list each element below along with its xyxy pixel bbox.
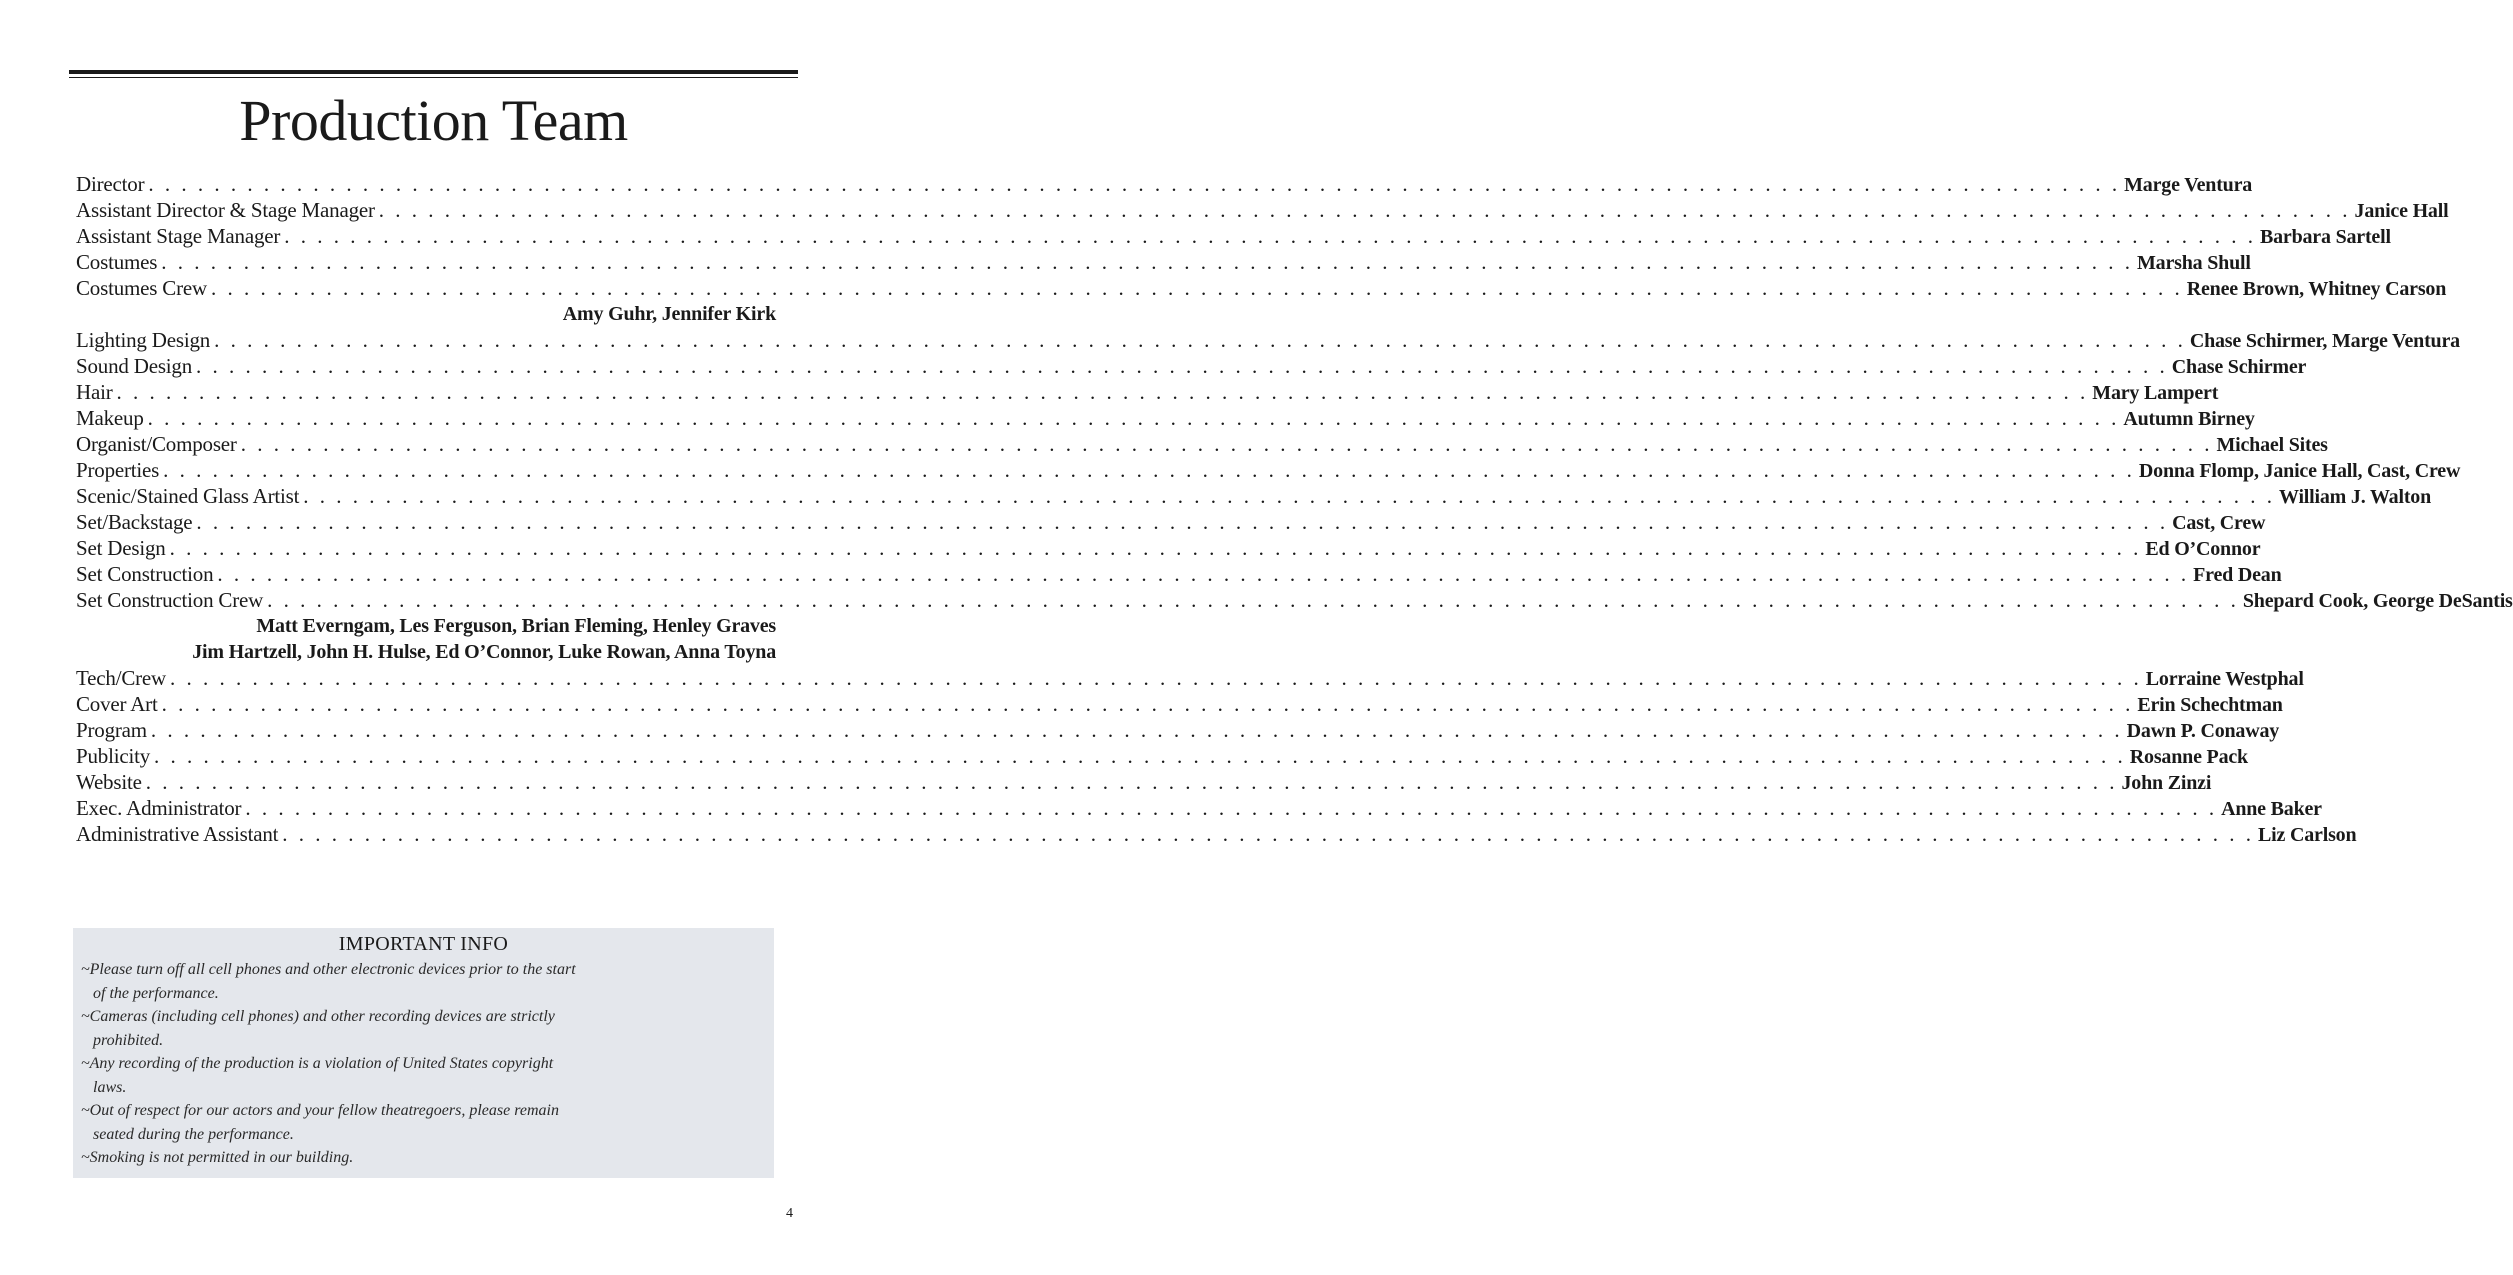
dot-leader: . . . . . . . . . . . . . . . . . . . . . . . . . . . . . . . . . . . . . . . . . . . . . . . . . . . . . . . . . . . . . . . . . . . . . . . . . . . . . . . . . . . . . . . . . . . . . . . . . . . . . . . . . . . . . . . . . . . . . . . . bbox=[150, 718, 2123, 742]
credit-name: Barbara Sartell bbox=[2259, 226, 2391, 248]
credit-row bbox=[76, 379, 2219, 405]
credit-row bbox=[76, 561, 2282, 587]
credit-row bbox=[76, 457, 2461, 483]
credit-role: Director bbox=[76, 172, 145, 196]
info-item bbox=[81, 1099, 741, 1146]
info-item-line-continued: prohibited. bbox=[93, 1031, 164, 1049]
info-item-line: ~Smoking is not permitted in our building. bbox=[81, 1149, 354, 1166]
credit-role: Costumes bbox=[76, 250, 158, 274]
dot-leader: . . . . . . . . . . . . . . . . . . . . . . . . . . . . . . . . . . . . . . . . . . . . . . . . . . . . . . . . . . . . . . . . . . . . . . . . . . . . . . . . . . . . . . . . . . . . . . . . . . . . . . . . . . . . . . . . . . . . . . . . bbox=[245, 796, 2218, 820]
info-item-line-continued: of the performance. bbox=[93, 984, 219, 1002]
credit-name: Jim Hartzell, John H. Hulse, Ed O’Connor, Luke Rowan, Anna Toyna bbox=[192, 641, 776, 663]
dot-leader: . . . . . . . . . . . . . . . . . . . . . . . . . . . . . . . . . . . . . . . . . . . . . . . . . . . . . . . . . . . . . . . . . . . . . . . . . . . . . . . . . . . . . . . . . . . . . . . . . . . . . . . . . . . . . . . . . . . . . . . . bbox=[378, 198, 2351, 222]
credit-name: John Zinzi bbox=[2121, 772, 2212, 794]
credit-name: William J. Walton bbox=[2279, 486, 2432, 508]
credit-name: Marge Ventura bbox=[2124, 174, 2253, 196]
dot-leader: . . . . . . . . . . . . . . . . . . . . . . . . . . . . . . . . . . . . . . . . . . . . . . . . . . . . . . . . . . . . . . . . . . . . . . . . . . . . . . . . . . . . . . . . . . . . . . . . . . . . . . . . . . . . . . . . . . . . . . . . bbox=[267, 588, 2239, 612]
credit-name: Donna Flomp, Janice Hall, Cast, Crew bbox=[2138, 460, 2461, 482]
credit-row bbox=[76, 353, 2307, 379]
credit-role: Scenic/Stained Glass Artist bbox=[76, 484, 300, 508]
info-item-line: ~Out of respect for our actors and your fellow theatregoers, please remain bbox=[81, 1102, 559, 1119]
credit-row bbox=[76, 691, 2283, 717]
credit-role: Assistant Director & Stage Manager bbox=[76, 198, 375, 222]
credit-row bbox=[76, 249, 2251, 275]
info-item-line: ~Cameras (including cell phones) and other recording devices are strictly bbox=[81, 1008, 555, 1025]
dot-leader: . . . . . . . . . . . . . . . . . . . . . . . . . . . . . . . . . . . . . . . . . . . . . . . . . . . . . . . . . . . . . . . . . . . . . . . . . . . . . . . . . . . . . . . . . . . . . . . . . . . . . . . . . . . . . . . . . . . . . . . . bbox=[154, 744, 2126, 768]
dot-leader: . . . . . . . . . . . . . . . . . . . . . . . . . . . . . . . . . . . . . . . . . . . . . . . . . . . . . . . . . . . . . . . . . . . . . . . . . . . . . . . . . . . . . . . . . . . . . . . . . . . . . . . . . . . . . . . . . . . . . . . . bbox=[161, 692, 2134, 716]
credit-name: Marsha Shull bbox=[2137, 252, 2251, 274]
credit-row bbox=[76, 769, 2212, 795]
credits-list bbox=[76, 171, 2513, 847]
credit-name: Autumn Birney bbox=[2123, 408, 2255, 430]
dot-leader: . . . . . . . . . . . . . . . . . . . . . . . . . . . . . . . . . . . . . . . . . . . . . . . . . . . . . . . . . . . . . . . . . . . . . . . . . . . . . . . . . . . . . . . . . . . . . . . . . . . . . . . . . . . . . . . . . . . . . . . . bbox=[163, 458, 2135, 482]
credit-role: Organist/Composer bbox=[76, 432, 237, 456]
credit-name: Lorraine Westphal bbox=[2145, 668, 2304, 690]
dot-leader: . . . . . . . . . . . . . . . . . . . . . . . . . . . . . . . . . . . . . . . . . . . . . . . . . . . . . . . . . . . . . . . . . . . . . . . . . . . . . . . . . . . . . . . . . . . . . . . . . . . . . . . . . . . . . . . . . . . . . . . . bbox=[214, 328, 2186, 352]
credit-row bbox=[76, 509, 2266, 535]
dot-leader: . . . . . . . . . . . . . . . . . . . . . . . . . . . . . . . . . . . . . . . . . . . . . . . . . . . . . . . . . . . . . . . . . . . . . . . . . . . . . . . . . . . . . . . . . . . . . . . . . . . . . . . . . . . . . . . . . . . . . . . . bbox=[303, 484, 2275, 508]
credit-name: Ed O’Connor bbox=[2145, 538, 2261, 560]
credit-role: Set/Backstage bbox=[76, 510, 193, 534]
dot-leader: . . . . . . . . . . . . . . . . . . . . . . . . . . . . . . . . . . . . . . . . . . . . . . . . . . . . . . . . . . . . . . . . . . . . . . . . . . . . . . . . . . . . . . . . . . . . . . . . . . . . . . . . . . . . . . . . . . . . . . . . bbox=[196, 510, 2169, 534]
info-item-line-continued: laws. bbox=[93, 1078, 127, 1096]
dot-leader: . . . . . . . . . . . . . . . . . . . . . . . . . . . . . . . . . . . . . . . . . . . . . . . . . . . . . . . . . . . . . . . . . . . . . . . . . . . . . . . . . . . . . . . . . . . . . . . . . . . . . . . . . . . . . . . . . . . . . . . . bbox=[170, 666, 2142, 690]
credit-role: Publicity bbox=[76, 744, 151, 768]
credit-row bbox=[76, 535, 2261, 561]
credit-row-continued bbox=[76, 639, 776, 665]
credit-name: Erin Schechtman bbox=[2137, 694, 2283, 716]
info-item bbox=[81, 1052, 741, 1099]
credit-name: Renee Brown, Whitney Carson bbox=[2186, 278, 2447, 300]
credit-role: Properties bbox=[76, 458, 160, 482]
credit-name: Anne Baker bbox=[2221, 798, 2322, 820]
credit-name: Matt Everngam, Les Ferguson, Brian Fleming, Henley Graves bbox=[256, 615, 776, 637]
info-item-line: ~Any recording of the production is a violation of United States copyright bbox=[81, 1055, 554, 1072]
dot-leader: . . . . . . . . . . . . . . . . . . . . . . . . . . . . . . . . . . . . . . . . . . . . . . . . . . . . . . . . . . . . . . . . . . . . . . . . . . . . . . . . . . . . . . . . . . . . . . . . . . . . . . . . . . . . . . . . . . . . . . . . bbox=[147, 406, 2120, 430]
dot-leader: . . . . . . . . . . . . . . . . . . . . . . . . . . . . . . . . . . . . . . . . . . . . . . . . . . . . . . . . . . . . . . . . . . . . . . . . . . . . . . . . . . . . . . . . . . . . . . . . . . . . . . . . . . . . . . . . . . . . . . . . bbox=[284, 224, 2256, 248]
credit-row bbox=[76, 821, 2357, 847]
dot-leader: . . . . . . . . . . . . . . . . . . . . . . . . . . . . . . . . . . . . . . . . . . . . . . . . . . . . . . . . . . . . . . . . . . . . . . . . . . . . . . . . . . . . . . . . . . . . . . . . . . . . . . . . . . . . . . . . . . . . . . . . bbox=[169, 536, 2142, 560]
info-item bbox=[81, 1005, 741, 1052]
credit-role: Set Construction bbox=[76, 562, 214, 586]
credit-role: Set Construction Crew bbox=[76, 588, 264, 612]
credit-name: Cast, Crew bbox=[2172, 512, 2266, 534]
credit-role: Costumes Crew bbox=[76, 276, 207, 300]
credit-row bbox=[76, 327, 2460, 353]
dot-leader: . . . . . . . . . . . . . . . . . . . . . . . . . . . . . . . . . . . . . . . . . . . . . . . . . . . . . . . . . . . . . . . . . . . . . . . . . . . . . . . . . . . . . . . . . . . . . . . . . . . . . . . . . . . . . . . . . . . . . . . . bbox=[145, 770, 2118, 794]
dot-leader: . . . . . . . . . . . . . . . . . . . . . . . . . . . . . . . . . . . . . . . . . . . . . . . . . . . . . . . . . . . . . . . . . . . . . . . . . . . . . . . . . . . . . . . . . . . . . . . . . . . . . . . . . . . . . . . . . . . . . . . . bbox=[282, 822, 2255, 846]
important-info-title: IMPORTANT INFO bbox=[338, 933, 509, 955]
credit-row bbox=[76, 431, 2328, 457]
credit-row bbox=[76, 405, 2255, 431]
header-rule-thin bbox=[69, 77, 798, 78]
credit-name: Janice Hall bbox=[2354, 200, 2449, 222]
info-item-line-continued: seated during the performance. bbox=[93, 1125, 294, 1143]
credit-row bbox=[76, 743, 2248, 769]
credit-row bbox=[76, 223, 2391, 249]
credit-row bbox=[76, 717, 2280, 743]
credit-row-continued bbox=[76, 301, 776, 327]
info-item bbox=[81, 958, 741, 1005]
dot-leader: . . . . . . . . . . . . . . . . . . . . . . . . . . . . . . . . . . . . . . . . . . . . . . . . . . . . . . . . . . . . . . . . . . . . . . . . . . . . . . . . . . . . . . . . . . . . . . . . . . . . . . . . . . . . . . . . . . . . . . . . bbox=[196, 354, 2168, 378]
credit-name: Shepard Cook, George DeSantis bbox=[2242, 590, 2513, 612]
credit-role: Exec. Administrator bbox=[76, 796, 242, 820]
credit-row bbox=[76, 795, 2322, 821]
dot-leader: . . . . . . . . . . . . . . . . . . . . . . . . . . . . . . . . . . . . . . . . . . . . . . . . . . . . . . . . . . . . . . . . . . . . . . . . . . . . . . . . . . . . . . . . . . . . . . . . . . . . . . . . . . . . . . . . . . . . . . . . bbox=[148, 172, 2121, 196]
page-title: Production Team bbox=[239, 88, 628, 153]
credit-row bbox=[76, 587, 2513, 613]
credit-name: Dawn P. Conaway bbox=[2126, 720, 2280, 742]
credit-name: Rosanne Pack bbox=[2129, 746, 2248, 768]
credit-role: Assistant Stage Manager bbox=[76, 224, 281, 248]
credit-role: Sound Design bbox=[76, 354, 193, 378]
dot-leader: . . . . . . . . . . . . . . . . . . . . . . . . . . . . . . . . . . . . . . . . . . . . . . . . . . . . . . . . . . . . . . . . . . . . . . . . . . . . . . . . . . . . . . . . . . . . . . . . . . . . . . . . . . . . . . . . . . . . . . . . bbox=[210, 276, 2183, 300]
credit-role: Makeup bbox=[76, 406, 144, 430]
credit-role: Website bbox=[76, 770, 142, 794]
important-info-box bbox=[73, 928, 774, 1178]
page-number: 4 bbox=[786, 1206, 793, 1221]
header-rule-thick bbox=[69, 70, 798, 74]
credit-role: Tech/Crew bbox=[76, 666, 167, 690]
credit-row bbox=[76, 171, 2253, 197]
credit-row bbox=[76, 275, 2447, 301]
info-item bbox=[81, 1146, 741, 1170]
info-item-line: ~Please turn off all cell phones and other electronic devices prior to the start bbox=[81, 961, 576, 978]
dot-leader: . . . . . . . . . . . . . . . . . . . . . . . . . . . . . . . . . . . . . . . . . . . . . . . . . . . . . . . . . . . . . . . . . . . . . . . . . . . . . . . . . . . . . . . . . . . . . . . . . . . . . . . . . . . . . . . . . . . . . . . . bbox=[161, 250, 2133, 274]
dot-leader: . . . . . . . . . . . . . . . . . . . . . . . . . . . . . . . . . . . . . . . . . . . . . . . . . . . . . . . . . . . . . . . . . . . . . . . . . . . . . . . . . . . . . . . . . . . . . . . . . . . . . . . . . . . . . . . . . . . . . . . . bbox=[116, 380, 2089, 404]
credit-name: Mary Lampert bbox=[2092, 382, 2219, 404]
credit-name: Chase Schirmer bbox=[2171, 356, 2307, 378]
credit-role: Hair bbox=[76, 380, 113, 404]
credit-row bbox=[76, 483, 2432, 509]
important-info-list bbox=[81, 958, 741, 1170]
credit-row-continued bbox=[76, 613, 776, 639]
credit-name: Liz Carlson bbox=[2258, 824, 2357, 846]
credit-row bbox=[76, 665, 2304, 691]
credit-name: Amy Guhr, Jennifer Kirk bbox=[562, 303, 776, 325]
credit-name: Chase Schirmer, Marge Ventura bbox=[2189, 330, 2460, 352]
credit-role: Cover Art bbox=[76, 692, 158, 716]
credit-role: Program bbox=[76, 718, 147, 742]
dot-leader: . . . . . . . . . . . . . . . . . . . . . . . . . . . . . . . . . . . . . . . . . . . . . . . . . . . . . . . . . . . . . . . . . . . . . . . . . . . . . . . . . . . . . . . . . . . . . . . . . . . . . . . . . . . . . . . . . . . . . . . . bbox=[240, 432, 2213, 456]
dot-leader: . . . . . . . . . . . . . . . . . . . . . . . . . . . . . . . . . . . . . . . . . . . . . . . . . . . . . . . . . . . . . . . . . . . . . . . . . . . . . . . . . . . . . . . . . . . . . . . . . . . . . . . . . . . . . . . . . . . . . . . . bbox=[217, 562, 2190, 586]
credit-role: Lighting Design bbox=[76, 328, 211, 352]
credit-name: Fred Dean bbox=[2193, 564, 2282, 586]
credit-role: Set Design bbox=[76, 536, 166, 560]
credit-role: Administrative Assistant bbox=[76, 822, 279, 846]
credit-row bbox=[76, 197, 2449, 223]
credit-name: Michael Sites bbox=[2216, 434, 2328, 456]
